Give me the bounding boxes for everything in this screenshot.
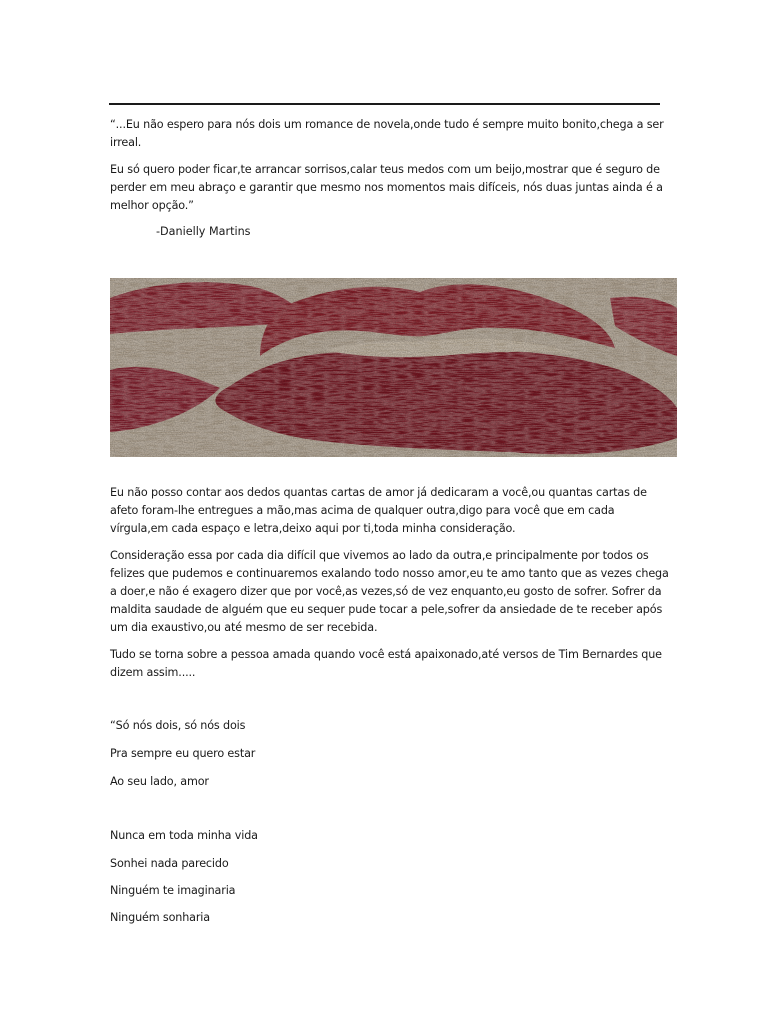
lyric-line: Sonhei nada parecido xyxy=(110,857,229,870)
body-paragraph-2: Consideração essa por cada dia difícil que vivemos ao lado da outra,e principalmente por todos os felizes que pudemos e continuaremos exalando todo nosso amor,eu te amo tanto que as vezes chega a doer,e não é exagero dizer que por você,as vezes,só de vez enquanto,eu gosto de sofrer. Sofrer da maldita saudade de alguém que eu sequer pude tocar a pele,sofrer da ansiedade de te receber após um dia exaustivo,ou até mesmo de ser recebida. xyxy=(110,549,669,634)
lipstick-kiss-image xyxy=(110,278,677,457)
quote-paragraph-1: “...Eu não espero para nós dois um romance de novela,onde tudo é sempre muito bonito,chega a ser irreal. xyxy=(110,118,664,149)
lyric-line: Ninguém sonharia xyxy=(110,911,210,924)
lyric-line: Nunca em toda minha vida xyxy=(110,829,258,842)
quote-signature: -Danielly Martins xyxy=(156,225,251,238)
top-rule xyxy=(109,103,660,105)
body-paragraph-3: Tudo se torna sobre a pessoa amada quando você está apaixonado,até versos de Tim Bernardes que dizem assim..... xyxy=(110,648,662,679)
lyric-line: Ninguém te imaginaria xyxy=(110,884,236,897)
body-paragraph-1: Eu não posso contar aos dedos quantas cartas de amor já dedicaram a você,ou quantas cartas de afeto foram-lhe entregues a mão,mas acima de qualquer outra,digo para você que em cada vírgula,em cada espaço e letra,deixo aqui por ti,toda minha consideração. xyxy=(110,486,647,535)
lyric-line: “Só nós dois, só nós dois xyxy=(110,719,246,732)
quote-paragraph-2: Eu só quero poder ficar,te arrancar sorrisos,calar teus medos com um beijo,mostrar que é seguro de perder em meu abraço e garantir que mesmo nos momentos mais difíceis, nós duas juntas ainda é a melhor opção.” xyxy=(110,163,663,212)
lyric-line: Ao seu lado, amor xyxy=(110,775,209,788)
lyric-line: Pra sempre eu quero estar xyxy=(110,747,256,760)
